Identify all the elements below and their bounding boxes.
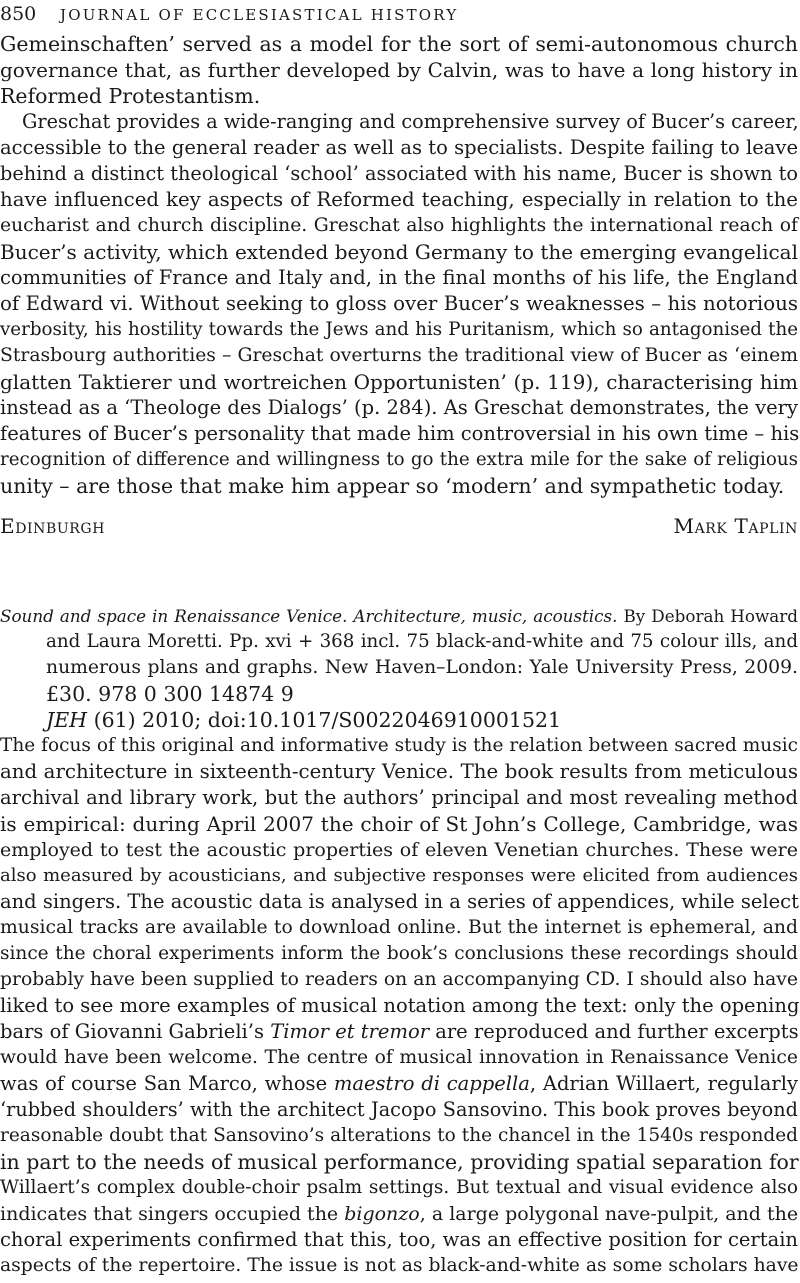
- review2-line: probably have been supplied to readers on an accompanying CD. I should also have: [0, 969, 798, 990]
- review2-line-part: indicates that singers occupied the: [0, 1203, 345, 1225]
- review1-line: communities of France and Italy and, in the final months of his life, the England: [0, 266, 798, 289]
- review2-line: musical tracks are available to download online. But the internet is ephemeral, and: [0, 917, 798, 938]
- review2-line: [0, 1201, 798, 1227]
- review2-line: employed to test the acoustic properties of eleven Venetian churches. These were: [0, 839, 798, 861]
- review1-line: features of Bucer’s personality that made him controversial in his own time – his: [0, 422, 800, 445]
- review1-line: eucharist and church discipline. Greschat also highlights the international reach of: [0, 215, 798, 236]
- review2-line: aspects of the repertoire. The issue is not as black-and-white as some scholars have: [0, 1255, 799, 1276]
- review1-line: of Edward vi. Without seeking to gloss over Bucer’s weaknesses – his notorious: [0, 292, 798, 315]
- citation-line: numerous plans and graphs. New Haven–London: Yale University Press, 2009.: [46, 657, 798, 678]
- review2-line: liked to see more examples of musical notation among the text: only the opening: [0, 994, 800, 1017]
- review1-line: unity – are those that make him appear so ‘modern’ and sympathetic today.: [0, 474, 785, 498]
- review1-line: Gemeinschaften’ served as a model for the sort of semi-autonomous church: [0, 32, 798, 56]
- page-number: 850: [0, 3, 37, 25]
- review2-line: choral experiments confirmed that this, too, was an effective position for certain: [0, 1228, 798, 1251]
- review2-line-part: , a large polygonal nave-pulpit, and the: [419, 1203, 799, 1225]
- review1-line: glatten Taktierer und wortreichen Opportunisten’ (p. 119), characterising him: [0, 370, 798, 394]
- review1-line: have influenced key aspects of Reformed teaching, especially in relation to the: [0, 188, 798, 211]
- review1-line: recognition of difference and willingness to go the extra mile for the sake of religious: [0, 449, 798, 470]
- review2-line: The focus of this original and informative study is the relation between sacred music: [0, 735, 798, 756]
- review2-line: and singers. The acoustic data is analysed in a series of appendices, while select: [0, 890, 799, 913]
- review1-line: behind a distinct theological ‘school’ associated with his name, Bucer is shown to: [0, 162, 798, 185]
- review1-location: Edinburgh: [0, 514, 106, 538]
- review2-line: Willaert’s complex double-choir psalm settings. But textual and visual evidence also: [0, 1177, 798, 1198]
- review1-line: Greschat provides a wide-ranging and comprehensive survey of Bucer’s career,: [22, 110, 799, 133]
- citation-price-isbn: £30. 978 0 300 14874 9: [46, 682, 294, 706]
- book-authors: By Deborah Howard: [617, 606, 799, 626]
- italic-term: maestro di cappella: [333, 1072, 530, 1095]
- review2-line: would have been welcome. The centre of musical innovation in Renaissance Venice: [0, 1047, 798, 1068]
- journal-title: JOURNAL OF ECCLESIASTICAL HISTORY: [60, 6, 459, 24]
- review2-line: in part to the needs of musical performance, providing spatial separation for: [0, 1150, 799, 1174]
- review1-line: accessible to the general reader as well as to specialists. Despite failing to leave: [0, 136, 798, 159]
- review2-line: ‘rubbed shoulders’ with the architect Jacopo Sansovino. This book proves beyond: [0, 1098, 798, 1121]
- running-head: [0, 2, 800, 26]
- review1-reviewer: Mark Taplin: [673, 514, 798, 538]
- review2-line: [0, 1071, 798, 1097]
- review1-line: instead as a ‘Theologe des Dialogs’ (p. 284). As Greschat demonstrates, the very: [0, 396, 798, 419]
- citation-line: and Laura Moretti. Pp. xvi + 368 incl. 75 black-and-white and 75 colour ills, and: [46, 631, 798, 652]
- review2-line: also measured by acousticians, and subjective responses were elicited from audiences: [0, 865, 798, 886]
- review1-line: verbosity, his hostility towards the Jews and his Puritanism, which so antagonised the: [0, 319, 798, 340]
- jeh-abbrev: JEH: [46, 708, 88, 732]
- review2-line-part: are reproduced and further excerpts: [435, 1020, 799, 1043]
- italic-term: bigonzo: [344, 1203, 420, 1225]
- review2-line: is empirical: during April 2007 the choir of St John’s College, Cambridge, was: [0, 812, 798, 836]
- review2-line-part: , Adrian Willaert, regularly: [529, 1072, 798, 1095]
- review2-line: and architecture in sixteenth-century Venice. The book results from meticulous: [0, 760, 798, 783]
- review2-line: reasonable doubt that Sansovino’s alterations to the chancel in the 1540s responded: [0, 1125, 798, 1146]
- review1-line: Reformed Protestantism.: [0, 84, 261, 108]
- italic-work-title: Timor et tremor: [270, 1020, 430, 1043]
- review1-line: Strasbourg authorities – Greschat overturns the traditional view of Bucer as ‘einem: [0, 345, 798, 366]
- review2-line: archival and library work, but the authors’ principal and most revealing method: [0, 786, 798, 809]
- jeh-reference: [46, 707, 561, 733]
- review2-line-part: bars of Giovanni Gabrieli’s: [0, 1020, 271, 1043]
- review2-line: [0, 1019, 798, 1045]
- review1-line: governance that, as further developed by Calvin, was to have a long history in: [0, 58, 798, 82]
- review2-line-part: was of course San Marco, whose: [0, 1072, 334, 1095]
- citation-line: [0, 603, 798, 629]
- book-title: Sound and space in Renaissance Venice. Architecture, music, acoustics.: [0, 606, 618, 626]
- review1-line: Bucer’s activity, which extended beyond Germany to the emerging evangelical: [0, 240, 798, 264]
- review2-line: since the choral experiments inform the book’s conclusions these recordings should: [0, 943, 798, 964]
- jeh-doi: (61) 2010; doi:10.1017/S0022046910001521: [87, 708, 562, 732]
